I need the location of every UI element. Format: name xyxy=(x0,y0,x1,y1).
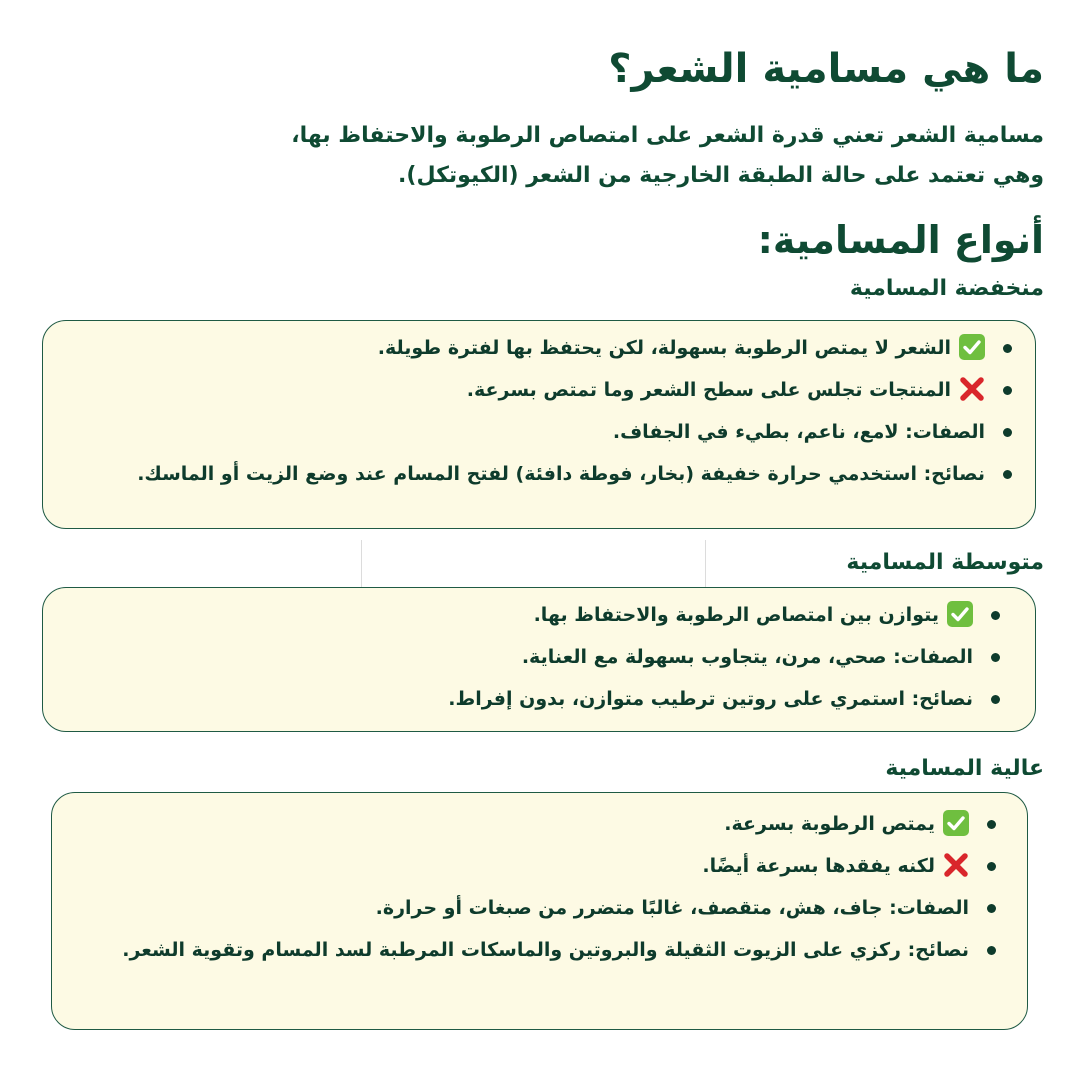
list-item xyxy=(89,327,985,369)
high-porosity-box xyxy=(51,792,1028,1030)
list-item xyxy=(89,594,973,636)
low-porosity-heading: منخفضة المسامية xyxy=(849,276,1044,301)
list-item xyxy=(98,845,969,887)
low-porosity-box xyxy=(42,320,1036,529)
medium-item-2-text: الصفات: صحي، مرن، يتجاوب بسهولة مع العناية. xyxy=(521,646,973,668)
medium-item-3-text: نصائح: استمري على روتين ترطيب متوازن، بدون إفراط. xyxy=(448,688,973,710)
low-item-3-text: الصفات: لامع، ناعم، بطيء في الجفاف. xyxy=(612,421,985,443)
intro-line-2: وهي تعتمد على حالة الطبقة الخارجية من الشعر (الكيوتكل). xyxy=(398,163,1044,188)
check-mark-icon xyxy=(959,334,985,360)
low-item-2-text: المنتجات تجلس على سطح الشعر وما تمتص بسرعة. xyxy=(466,379,951,401)
intro-line-1: مسامية الشعر تعني قدرة الشعر على امتصاص الرطوبة والاحتفاظ بها، xyxy=(291,123,1044,148)
check-mark-icon xyxy=(943,810,969,836)
low-porosity-list xyxy=(89,327,985,495)
high-item-4-text: نصائح: ركزي على الزيوت الثقيلة والبروتين والماسكات المرطبة لسد المسام وتقوية الشعر. xyxy=(122,939,969,961)
page-title: ما هي مسامية الشعر؟ xyxy=(608,46,1044,92)
check-mark-icon xyxy=(947,601,973,627)
medium-porosity-heading: متوسطة المسامية xyxy=(846,550,1044,575)
list-item xyxy=(89,453,985,495)
list-item xyxy=(89,678,973,720)
cross-mark-icon xyxy=(959,376,985,402)
list-item xyxy=(98,803,969,845)
list-item xyxy=(98,887,969,929)
types-heading: أنواع المسامية: xyxy=(757,218,1044,262)
list-item xyxy=(89,411,985,453)
low-item-4-text: نصائح: استخدمي حرارة خفيفة (بخار، فوطة دافئة) لفتح المسام عند وضع الزيت أو الماسك. xyxy=(137,463,985,485)
low-item-1-text: الشعر لا يمتص الرطوبة بسهولة، لكن يحتفظ بها لفترة طويلة. xyxy=(377,337,951,359)
high-porosity-heading: عالية المسامية xyxy=(885,756,1044,781)
high-item-1-text: يمتص الرطوبة بسرعة. xyxy=(724,813,935,835)
medium-porosity-list xyxy=(89,594,973,720)
list-item xyxy=(89,636,973,678)
medium-porosity-box xyxy=(42,587,1036,732)
high-item-3-text: الصفات: جاف، هش، متقصف، غالبًا متضرر من صبغات أو حرارة. xyxy=(375,897,969,919)
intro-paragraph xyxy=(291,116,1044,196)
list-item xyxy=(89,369,985,411)
list-item xyxy=(98,929,969,971)
high-porosity-list xyxy=(98,803,969,971)
high-item-2-text: لكنه يفقدها بسرعة أيضًا. xyxy=(702,855,935,877)
cross-mark-icon xyxy=(943,852,969,878)
medium-item-1-text: يتوازن بين امتصاص الرطوبة والاحتفاظ بها. xyxy=(533,604,939,626)
